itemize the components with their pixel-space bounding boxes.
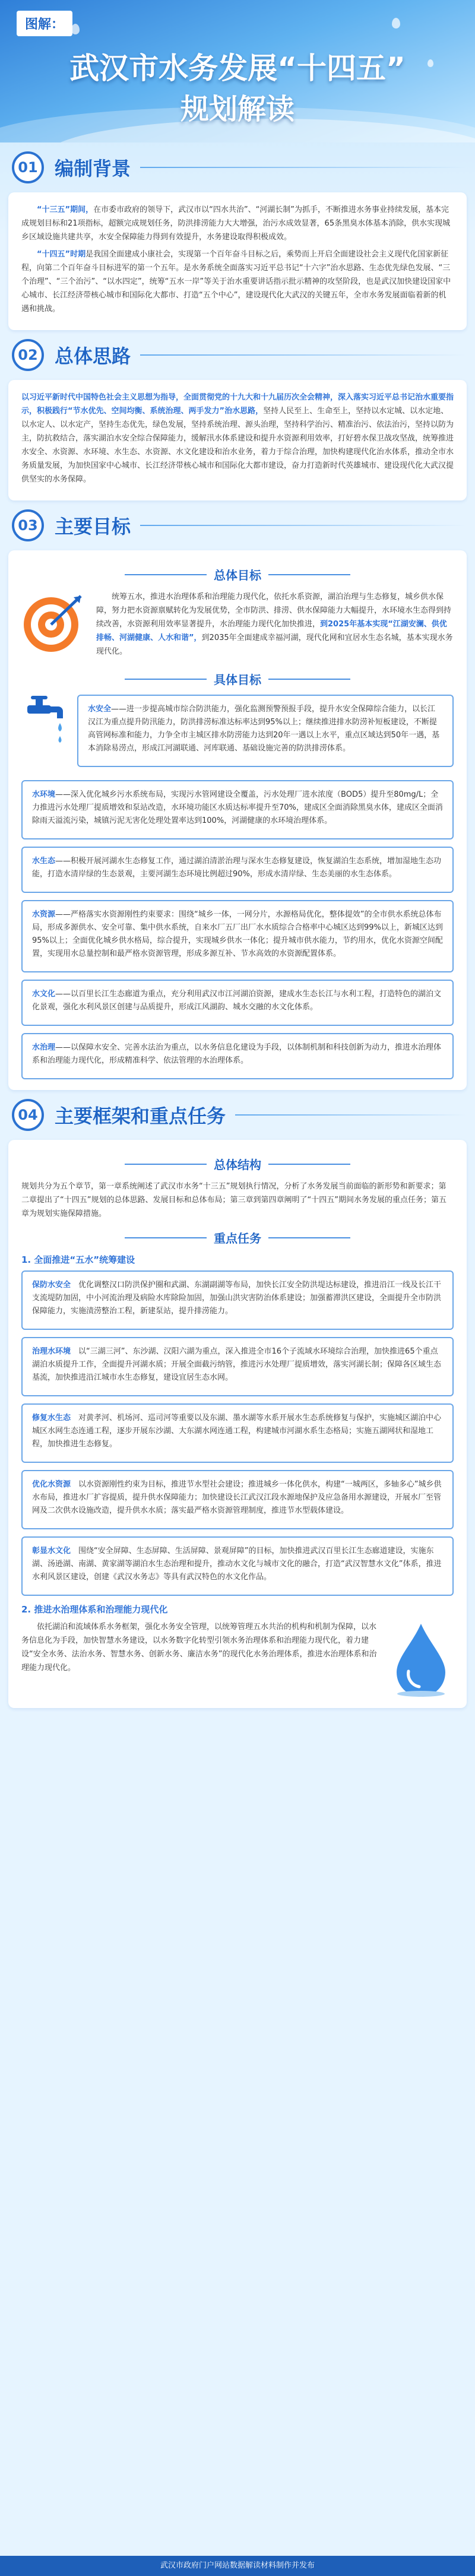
task-box-water-environment	[21, 1337, 454, 1396]
goal-box-water-safety	[77, 695, 454, 767]
highlight-text: “十四五”时期	[37, 250, 86, 259]
goal-text	[32, 908, 443, 961]
goal-text	[32, 1041, 443, 1067]
task-text	[32, 1545, 443, 1584]
task-box-water-resources	[21, 1470, 454, 1529]
goal-box-water-ecology	[21, 847, 454, 893]
section-header	[8, 500, 467, 550]
task-label: 彰显水文化	[32, 1547, 71, 1555]
task-label: 保防水安全	[32, 1281, 71, 1289]
body-text: 坚持人民至上、生命至上，坚持以水定城、以水定地、以水定人、以水定产，坚持生态优先，绿色发展，坚持系统治理、源头治理，坚持科学治污、精准治污、依法治污，坚持以防为主，防抗救结合，落实湖泊水安全综合保障能力，缓解汛水体系建设和提升水资源利用效率，打好碧水保卫战攻坚战，统筹推进水安全、水资源、水环境、水生态、水资源、水文化建设和治水业务，着力于综合治理，加快构建现代化治水体系，推动全市水务质量发展，为加快国家中心城市、长江经济带核心城市和国际化大都市建设，奋力打造新时代英雄城市、建设现代化大武汉提供坚实的水务保障。	[21, 407, 454, 484]
overall-goal-title: 总体目标	[214, 568, 261, 582]
footer: 武汉市政府门户网站数据解读材料制作并发布	[0, 2556, 475, 2576]
goals-card	[8, 550, 467, 1090]
body-text: ——以保障水安全、完善水法治为重点，以水务信息化建设为手段，以体制机制和科技创新为动力，推进水治理体系和治理能力现代化，形成精准科学、依法管理的水治理体系。	[32, 1043, 442, 1065]
divider	[125, 574, 207, 575]
divider	[235, 1114, 467, 1116]
task-text	[32, 1412, 443, 1451]
thinking-paragraph	[21, 391, 454, 486]
body-text: 以“三湖三河”、东沙湖、汉阳六湖为重点，深入推进全市16个子流域水环境综合治理，加快推进65个重点湖泊水质提升工作，全面提升河湖水质；开展全面截污纳管，推进污水处理厂提质增效，落实河湖长制；保障各区域生态基流，加快推进沿江城市水生态修复，建设宜居生态水网。	[32, 1347, 442, 1382]
framework-card	[8, 1140, 467, 1708]
divider	[268, 1237, 350, 1238]
section-number: 04	[12, 1099, 44, 1131]
goal-label: 水安全	[88, 705, 112, 714]
divider	[268, 574, 350, 575]
body-text: 围绕“安全屏障、生态屏障、生活屏障、景观屏障”的目标，加快推进武汉百里长江生态廊道建设，实施东湖、汤逊湖、南湖、黄家湖等湖泊水生态治理和提升，推动水文化与城市文化的融合，打造“武汉智慧水文化”体系，推进水利风景区建设，创建《武汉水务志》等具有武汉特色的水文化作品。	[32, 1547, 442, 1582]
goal-box-water-culture	[21, 980, 454, 1026]
section-background	[0, 142, 475, 330]
body-text: 到2035年全面建成幸福河湖，现代化网和宜居水生态名城，基本实现水务现代化。	[96, 633, 453, 656]
task-label: 优化水资源	[32, 1480, 71, 1489]
task-box-water-ecology	[21, 1403, 454, 1463]
list-heading: 1. 全面推进“五水”统筹建设	[21, 1254, 135, 1265]
goal-label: 水资源	[32, 910, 56, 919]
subsection-title	[125, 1229, 350, 1246]
divider	[268, 1164, 350, 1165]
section-header	[8, 1090, 467, 1140]
section-header	[8, 330, 467, 380]
overall-goal-text	[96, 590, 454, 658]
section-number: 01	[12, 151, 44, 183]
goal-box-water-environment	[21, 780, 454, 839]
water-drop-icon	[71, 24, 80, 34]
divider	[125, 1164, 207, 1165]
goal-box-water-resources	[21, 900, 454, 972]
task-text	[32, 1478, 443, 1517]
page-title: 武汉市水务发展“十四五”	[69, 51, 406, 85]
goal-label: 水环境	[32, 790, 56, 799]
divider	[125, 679, 207, 680]
divider	[125, 1237, 207, 1238]
highlight-text: 到2025年基本实现“江湖安澜、供优排畅、河湖健康、人水和谐”，	[96, 620, 447, 642]
section-header	[8, 142, 467, 192]
page-subtitle: 规划解读	[180, 93, 294, 126]
goal-text	[32, 788, 443, 828]
goal-label: 水生态	[32, 857, 56, 866]
divider	[140, 354, 467, 356]
goal-text	[88, 703, 443, 755]
water-drop-icon	[392, 18, 400, 28]
goal-box-water-governance	[21, 1033, 454, 1079]
subsection-title	[125, 566, 350, 583]
body-text: ——积极开展河湖水生态修复工作，通过湖泊清淤治理与深水生态修复建设，恢复湖泊生态系统，增加湿地生态功能，打造水清岸绿的生态景观，主要河湖生态环境比例超过90%，形成水清岸绿、生态美丽的水生态体系。	[32, 857, 442, 879]
task-text	[32, 1279, 443, 1318]
section-number: 02	[12, 339, 44, 371]
body-text: ——深入优化城乡污水系统布局，实现污水管网建设全覆盖，污水处理厂进水浓度（BOD5）提升至80mg/L；全力推进污水处理厂提质增效和泵站改造，水环境功能区水质达标率提升至70%，建成区全面消除黑臭水体，建成区全面消除雨天溢流污染，城镇污泥无害化处理处置率达到100%，河湖健康的水环境治理体系。	[32, 790, 443, 825]
header-tag: 图解：	[17, 11, 72, 36]
subsection-title	[125, 1155, 350, 1173]
divider	[140, 525, 467, 526]
highlight-text: “十三五”期间，	[37, 205, 94, 214]
final-text: 依托湖泊和流域体系水务框架，强化水务安全管理，以统筹管理五水共治的机构和机制为保障，以水务信息化为手段，加快智慧水务建设，以水务数字化转型引领水务治理体系和治理能力现代化，着力建设“安全水务、法治水务、智慧水务、创新水务、廉洁水务”的现代化水务治理体系，推进水治理体系和治理能力现代化。	[21, 1623, 377, 1672]
task-box-flood-safety	[21, 1270, 454, 1330]
highlight-text: 以习近平新时代中国特色社会主义思想为指导，全面贯彻党的十九大和十九届历次全会精神，深入落实习近平总书记治水重要指示，积极践行“节水优先、空间均衡、系统治理、两手发力”治水思路，	[21, 393, 454, 416]
goal-label: 水治理	[32, 1043, 56, 1052]
section-title: 主要框架和重点任务	[55, 1105, 226, 1127]
task-label: 治理水环境	[32, 1347, 71, 1356]
section-title: 总体思路	[55, 345, 131, 367]
faucet-icon	[21, 695, 69, 760]
body-text: ——以百里长江生态廊道为重点，充分利用武汉市江河湖泊资源，建成水生态长江与水利工程，打造特色的湖泊文化景观，强化水利风景区创建与品质提升，形成江风湖韵、城水交融的水文化体系。	[32, 990, 442, 1012]
specific-goal-title: 具体目标	[214, 673, 261, 687]
list-heading: 2. 推进水治理体系和治理能力现代化	[21, 1604, 168, 1615]
key-tasks-title: 重点任务	[214, 1231, 261, 1246]
thinking-card	[8, 380, 467, 500]
goal-label: 水文化	[32, 990, 56, 999]
target-icon	[21, 590, 87, 655]
divider	[140, 167, 467, 168]
section-title: 主要目标	[55, 515, 131, 538]
background-card	[8, 192, 467, 330]
task-text	[32, 1345, 443, 1384]
header-banner	[0, 0, 475, 142]
overall-goal-row	[21, 590, 454, 662]
water-drop-icon	[388, 1620, 454, 1697]
background-paragraph-1	[21, 203, 454, 244]
section-thinking	[0, 330, 475, 500]
task-box-water-culture	[21, 1536, 454, 1596]
section-title: 编制背景	[55, 157, 131, 180]
overall-structure-title: 总体结构	[214, 1158, 261, 1172]
final-row	[21, 1620, 454, 1697]
goal-text	[32, 855, 443, 881]
body-text: 是我国全面建成小康社会，实现第一个百年奋斗目标之后，乘势而上开启全面建设社会主义现代化国家新征程，向第二个百年奋斗目标进军的第一个五年。是水务系统全面落实习近平总书记“十六字”治水思路、生态优先绿色发展、“三个治理”、“三个治污”、“以水四定”，统筹“五水一岸”等关于治水重要讲话指示批示精神的攻坚阶段，也是武汉加快建设国家中心城市、长江经济带核心城市和国际化大都市、打造“五个中心”，建设现代化大武汉的关键五年，全市水务发展面临着新的机遇和挑战。	[21, 250, 451, 313]
body-text: 对黄孝河、机场河、巡司河等重要以及东湖、墨水湖等水系开展水生态系统修复与保护，实施城区湖泊中心城区水网生态连通工程，逐步开展东沙湖、大东湖水网连通工程，构建城市河湖水系生态格局；实施五湖网状和湿地工程，加快推进生态修复。	[32, 1414, 442, 1449]
section-number: 03	[12, 509, 44, 541]
body-text: 统筹五水，推进水治理体系和治理能力现代化，依托水系资源，湖泊治理与生态修复，城乡供水保障，努力把水资源禀赋转化为发展优势，全市防洪、排涝、供水保障能力大幅提升，水环境水生态得到持续改善，水资源利用效率显著提升，水治理能力现代化加快推进，	[96, 592, 452, 629]
goal-text	[32, 988, 443, 1014]
subsection-title	[125, 670, 350, 687]
body-text: ——进一步提高城市综合防洪能力，强化监测预警预报手段，提升水安全保障综合能力，以长江汉江为重点提升防汛能力，防洪排涝标准达标率达到95%以上；继续推进排水防涝补短板建设，不断提高管网标准和能力，力争全市主城区排水防涝能力达到20年一遇以上水平，重点区域达到50年一遇，基本消除易涝点，形成江河湖联通、河库联通、基础设施完善的防洪排涝体系。	[88, 705, 440, 753]
body-text: ——严格落实水资源刚性约束要求：围绕“城乡一体，一网分片，水源格局优化，整体提效”的全市供水系统总体布局，形成多源供水、安全可靠、集中供水系统，自来水厂五厂出厂水水质综合合格率中心城区达到99%以上，新城区达到95%以上；全面优化城乡供水格局，综合提升，实现城乡供水一体化；提升城市供水能力，节约用水，优化水资源空间配置，实现用水总量控制和最严格水资源管理，形成多源互补、节水高效的水资源配置体系。	[32, 910, 443, 958]
task-label: 修复水生态	[32, 1414, 71, 1422]
section-goals	[0, 500, 475, 1090]
body-text: 以水资源刚性约束为目标，推进节水型社会建设；推进城乡一体化供水，构建“一城两区，多轴多心”城乡供水布局，推进水厂扩容提质，提升供水保障能力；加快建设长江武汉江段水源地保护及应急备用水源建设，开展水厂至管网及二次供水设施改造，提升供水水质；落实最严格水资源管理制度，推进节水型载体建设。	[32, 1480, 442, 1515]
background-paragraph-2	[21, 248, 454, 316]
divider	[268, 679, 350, 680]
section-framework	[0, 1090, 475, 1708]
body-text: 优化调整汉口防洪保护圈和武湖、东湖副湖等布局，加快长江安全防洪堤达标建设，推进沿江一线及长江干支流堤防加固，中小河流治理及病险水库除险加固，加强山洪灾害防治体系建设；加强蓄滞洪区建设，全面提升全市防洪保障能力，实施渍涝整治工程，新建泵站，提升排涝能力。	[32, 1281, 442, 1316]
structure-text: 规划共分为五个章节，第一章系统阐述了武汉市水务“十三五”规划执行情况，分析了水务发展当前面临的新形势和新要求；第二章提出了“十四五”规划的总体思路、发展目标和总体布局；第三章到第四章阐明了“十四五”期间水务发展的重点任务；第五章为规划实施保障措施。	[21, 1182, 446, 1218]
goal-row-water-safety	[21, 695, 454, 774]
body-text: 在市委市政府的领导下，武汉市以“四水共治”、“河湖长制”为抓手，不断推进水务事业持续发展，基本完成规划目标和21项指标，超额完成规划任务，防洪排涝能力大大增强，治污水成效显著，65条黑臭水体基本消除，供水实现城乡区域设施共建共享，水安全保障能力得到有效提升，水务建设取得积极成效。	[21, 205, 451, 242]
